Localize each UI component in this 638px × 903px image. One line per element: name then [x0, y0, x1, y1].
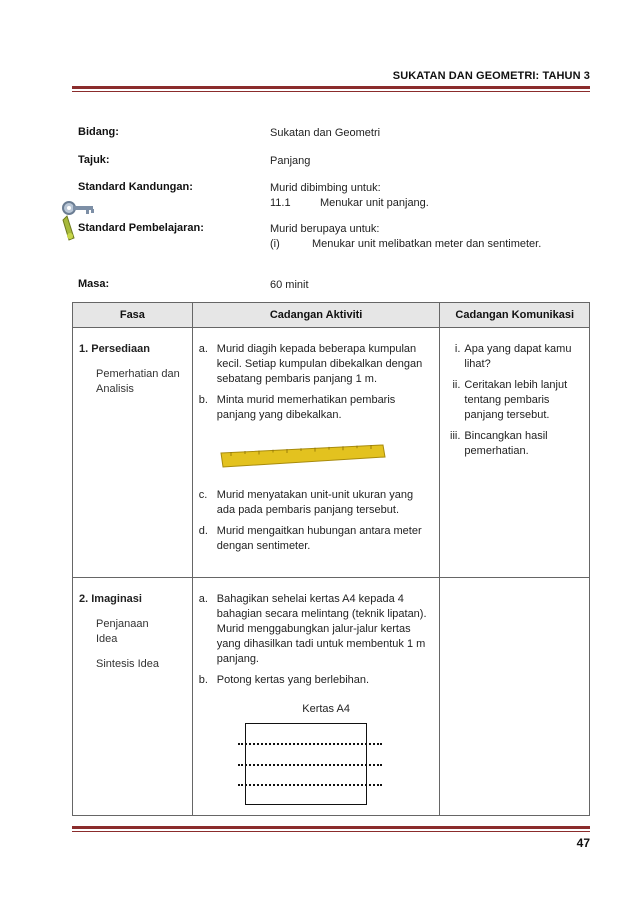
- activity-item: [199, 673, 434, 688]
- bidang-value: Sukatan dan Geometri: [270, 127, 381, 139]
- communication-item: [444, 429, 585, 459]
- communication-item: [444, 342, 585, 372]
- standard-kandungan-num: 11.1: [270, 197, 291, 209]
- header-komunikasi: Cadangan Komunikasi: [440, 303, 590, 328]
- masa-label: Masa:: [78, 278, 110, 290]
- communication-marker: iii.: [450, 430, 461, 442]
- activity-marker: a.: [198, 593, 208, 605]
- header-rule: [72, 86, 590, 89]
- fasa-sub: Idea: [96, 633, 118, 645]
- standard-pembelajaran-item: [270, 237, 541, 252]
- header-aktiviti: Cadangan Aktiviti: [192, 303, 440, 328]
- communication-marker: i.: [454, 343, 461, 355]
- standard-pembelajaran-label: Standard Pembelajaran:: [78, 222, 204, 234]
- activity-item: [199, 488, 434, 518]
- activity-item: [199, 393, 434, 423]
- fasa-cell: [73, 328, 193, 578]
- page-number: 47: [576, 836, 590, 850]
- fasa-sub: Sintesis Idea: [96, 658, 159, 670]
- standard-pembelajaran-text: Menukar unit melibatkan meter dan sentimeter.: [312, 238, 542, 250]
- komunikasi-cell: [440, 578, 590, 816]
- communication-item: [444, 378, 585, 423]
- fasa-sub: Penjanaan: [96, 618, 149, 630]
- activity-item: [199, 342, 434, 387]
- table-row: [73, 578, 590, 816]
- fasa-title: 2. Imaginasi: [79, 593, 142, 605]
- tajuk-label: Tajuk:: [78, 154, 110, 166]
- header-fasa: Fasa: [73, 303, 193, 328]
- fasa-title: 1. Persediaan: [79, 343, 150, 355]
- activity-marker: b.: [198, 674, 208, 686]
- standard-kandungan-intro: Murid dibimbing untuk:: [270, 182, 381, 194]
- communication-text: Ceritakan lebih lanjut tentang pembaris panjang tersebut.: [464, 379, 568, 421]
- kertas-a4-label: Kertas A4: [302, 703, 350, 715]
- aktiviti-cell: [192, 328, 440, 578]
- standard-kandungan-item: [270, 196, 429, 211]
- standard-pembelajaran-num: (i): [270, 238, 280, 250]
- key-icon: [58, 194, 98, 246]
- communication-marker: ii.: [452, 379, 461, 391]
- activity-item: [199, 524, 434, 554]
- activity-text: Potong kertas yang berlebihan.: [216, 674, 370, 686]
- activity-text: Minta murid memerhatikan pembaris panjang yang dibekalkan.: [216, 394, 396, 421]
- activity-marker: c.: [198, 489, 208, 501]
- lesson-table: [72, 302, 590, 816]
- standard-pembelajaran-value: [270, 222, 541, 252]
- standard-kandungan-label: Standard Kandungan:: [78, 181, 193, 193]
- ruler-icon: [217, 441, 387, 471]
- activity-marker: b.: [198, 394, 208, 406]
- tajuk-value: Panjang: [270, 155, 311, 167]
- communication-text: Apa yang dapat kamu lihat?: [464, 343, 572, 370]
- standard-kandungan-text: Menukar unit panjang.: [320, 197, 429, 209]
- standard-pembelajaran-intro: Murid berupaya untuk:: [270, 223, 380, 235]
- activity-item: [199, 592, 434, 667]
- fold-line: [238, 784, 382, 786]
- table-header-row: [73, 303, 590, 328]
- fasa-sub: Pemerhatian dan: [96, 368, 180, 380]
- bidang-label: Bidang:: [78, 126, 119, 138]
- activity-text: Murid mengaitkan hubungan antara meter dengan sentimeter.: [216, 525, 422, 552]
- activity-marker: a.: [198, 343, 208, 355]
- fold-line: [238, 764, 382, 766]
- a4-paper-figure: [245, 723, 367, 805]
- activity-marker: d.: [198, 525, 208, 537]
- aktiviti-cell: [192, 578, 440, 816]
- footer-rule: [72, 826, 590, 829]
- fasa-cell: [73, 578, 193, 816]
- activity-text: Bahagikan sehelai kertas A4 kepada 4 bahagian secara melintang (teknik lipatan). Murid menggabungkan jalur-jalur kertas yang dihasilkan tadi untuk membentuk 1 m panjang.: [216, 593, 427, 665]
- footer-rule-thin: [72, 831, 590, 832]
- masa-value: 60 minit: [270, 279, 309, 291]
- table-row: [73, 328, 590, 578]
- fasa-sub: Analisis: [96, 383, 134, 395]
- standard-kandungan-value: [270, 181, 429, 211]
- activity-text: Murid menyatakan unit-unit ukuran yang ada pada pembaris panjang tersebut.: [216, 489, 414, 516]
- komunikasi-cell: [440, 328, 590, 578]
- header-title: SUKATAN DAN GEOMETRI: TAHUN 3: [392, 70, 590, 82]
- fold-line: [238, 743, 382, 745]
- communication-text: Bincangkan hasil pemerhatian.: [464, 430, 548, 457]
- header-rule-thin: [72, 91, 590, 92]
- activity-text: Murid diagih kepada beberapa kumpulan kecil. Setiap kumpulan dibekalkan dengan sebatang pembaris panjang 1 m.: [216, 343, 423, 385]
